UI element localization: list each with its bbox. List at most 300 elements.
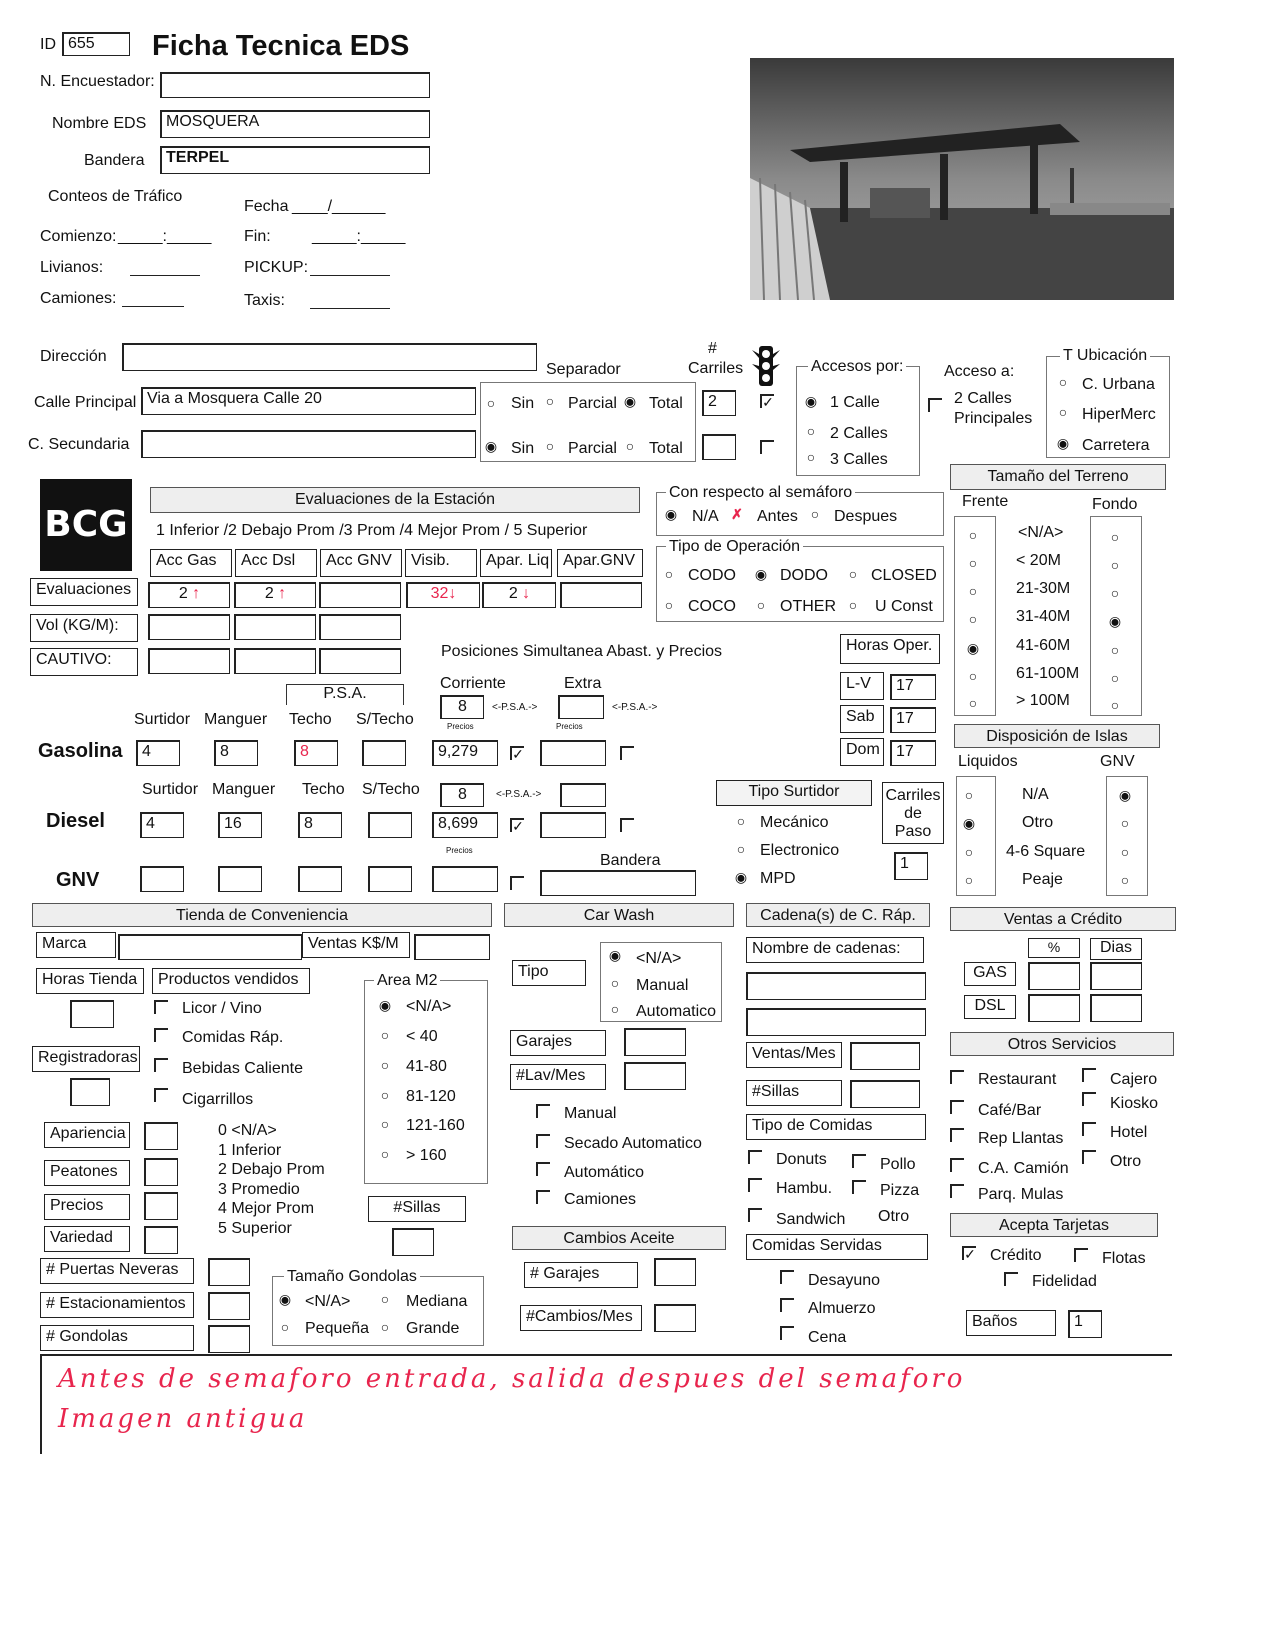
aceite-garajes-field[interactable]: [654, 1258, 696, 1286]
marca-field[interactable]: [118, 934, 302, 960]
lv-field[interactable]: 17: [890, 674, 936, 700]
marca-label: Marca: [36, 932, 116, 958]
credito-gas-pct-field[interactable]: [1028, 962, 1080, 990]
eval-acc-gas[interactable]: [148, 582, 230, 608]
pizza-checkbox[interactable]: [852, 1180, 866, 1194]
scale-item: 4 Mejor Prom: [218, 1200, 315, 1217]
precios-label: Precios: [44, 1194, 130, 1220]
ubic-carretera-label: Carretera: [1082, 437, 1150, 454]
scale-item: 0 <N/A>: [218, 1122, 277, 1139]
frente-radio[interactable]: ○: [968, 527, 978, 543]
sep-s-sin-radio[interactable]: ◉: [484, 438, 498, 454]
fidelidad-checkbox[interactable]: [1004, 1272, 1018, 1286]
ts-electronico-label: Electronico: [760, 842, 840, 859]
area-label: 81-120: [406, 1088, 456, 1105]
kiosko-checkbox[interactable]: [1082, 1092, 1096, 1106]
tienda-title: Tienda de Conveniencia: [32, 903, 492, 927]
dom-label: Dom: [840, 738, 884, 766]
dos-calles-checkbox[interactable]: [928, 398, 942, 412]
carriles-principal-field[interactable]: 2: [702, 390, 736, 416]
desayuno-checkbox[interactable]: [780, 1270, 794, 1284]
terreno-label: <N/A>: [1018, 524, 1064, 541]
peatones-label: Peatones: [44, 1160, 130, 1186]
hambu-checkbox[interactable]: [748, 1178, 762, 1192]
credito-gas-dias-field[interactable]: [1090, 962, 1142, 990]
islas-gnv-radio[interactable]: ○: [1120, 844, 1130, 860]
productos-label: Productos vendidos: [152, 968, 310, 994]
comienzo-blank: _____:_____: [118, 228, 212, 245]
carriles-paso-line-3: Paso: [894, 823, 932, 840]
gnv-label: GNV: [56, 869, 100, 891]
semaforo-principal-checkbox[interactable]: ✓: [760, 394, 774, 408]
cadena-sillas-field[interactable]: [850, 1080, 920, 1108]
islas-label: Otro: [1022, 814, 1054, 831]
estacionamientos-label: # Estacionamientos: [40, 1292, 194, 1318]
fin-label: Fin:: [244, 228, 271, 245]
restaurant-label: Restaurant: [978, 1071, 1057, 1088]
donuts-checkbox[interactable]: [748, 1150, 762, 1164]
c-secundaria-label: C. Secundaria: [28, 436, 130, 453]
eval-visib[interactable]: [406, 582, 480, 608]
prod-cigarrillos-checkbox[interactable]: [154, 1088, 168, 1102]
fondo-label: Fondo: [1092, 496, 1138, 513]
area-radio[interactable]: ○: [380, 1087, 390, 1103]
servicios-title: Otros Servicios: [950, 1032, 1174, 1056]
livianos-label: Livianos:: [40, 259, 104, 276]
islas-liq-radio[interactable]: ○: [964, 872, 974, 888]
fondo-radio[interactable]: ○: [1110, 670, 1120, 686]
ubic-urbana-radio[interactable]: ○: [1058, 374, 1068, 390]
credito-title: Ventas a Crédito: [950, 907, 1176, 931]
frente-radio[interactable]: ○: [968, 611, 978, 627]
dsl-precio-extra-field[interactable]: [540, 812, 606, 838]
gond-pequena-radio[interactable]: ○: [280, 1319, 290, 1335]
op-closed-label: CLOSED: [871, 567, 937, 584]
gas-stecho-header: S/Techo: [356, 711, 414, 728]
gas-surtidor-field[interactable]: 4: [136, 740, 180, 766]
tienda-sillas-field[interactable]: [392, 1228, 434, 1256]
row-cautivo: CAUTIVO:: [30, 648, 138, 676]
islas-label: Peaje: [1022, 871, 1063, 888]
sep-s-total-radio[interactable]: ○: [625, 438, 635, 454]
area-radio[interactable]: ○: [380, 1027, 390, 1043]
livianos-line[interactable]: [130, 275, 200, 276]
pizza-label: Pizza: [880, 1182, 920, 1199]
fondo-radio[interactable]: ○: [1110, 697, 1120, 713]
tarjeta-credito-checkbox[interactable]: ✓: [962, 1246, 976, 1260]
cadena-nombre-label: Nombre de cadenas:: [746, 937, 924, 963]
sep-p-total: Total: [649, 395, 683, 412]
area-radio[interactable]: ◉: [378, 997, 392, 1013]
comidas-servidas-label: Comidas Servidas: [746, 1234, 928, 1260]
col-visib: Visib.: [405, 549, 477, 577]
id-field[interactable]: 655: [62, 32, 130, 56]
cw-c1-checkbox[interactable]: [536, 1104, 550, 1118]
neveras-field[interactable]: [208, 1258, 250, 1286]
sandwich-checkbox[interactable]: [748, 1208, 762, 1222]
llantas-checkbox[interactable]: [950, 1128, 964, 1142]
pollo-checkbox[interactable]: [852, 1154, 866, 1168]
frente-radio[interactable]: ○: [968, 583, 978, 599]
cw-manual-radio[interactable]: ○: [610, 975, 620, 991]
nombre-eds-field[interactable]: MOSQUERA: [160, 110, 430, 138]
dsl-stecho-field[interactable]: [368, 812, 412, 838]
dsl-manguer-field[interactable]: 16: [218, 812, 262, 838]
gas-precio-corriente-field[interactable]: 9,279: [432, 740, 498, 766]
acc-2-label: 2 Calles: [830, 425, 888, 442]
id-label: ID: [40, 36, 56, 53]
gas-precio-checkbox[interactable]: ✓: [510, 746, 524, 760]
cadena-ventas-field[interactable]: [850, 1042, 920, 1070]
islas-title: Disposición de Islas: [954, 724, 1160, 748]
gond-mediana-radio[interactable]: ○: [380, 1291, 390, 1307]
ventas-ks-field[interactable]: [414, 934, 490, 960]
sem-na-label: N/A: [692, 508, 719, 525]
lv-label: L-V: [840, 672, 884, 700]
sem-despues-label: Despues: [834, 508, 898, 525]
nombre-eds-label: Nombre EDS: [52, 115, 147, 132]
cw-c4-label: Camiones: [564, 1191, 637, 1208]
islas-gnv-label: GNV: [1100, 753, 1135, 770]
flotas-label: Flotas: [1102, 1250, 1146, 1267]
semaforo-secundaria-checkbox[interactable]: [760, 440, 774, 454]
acc-1-radio[interactable]: ◉: [804, 393, 818, 409]
cena-checkbox[interactable]: [780, 1326, 794, 1340]
prod-cigarrillos-label: Cigarrillos: [182, 1091, 254, 1108]
fecha-label: Fecha: [244, 198, 289, 215]
carriles-paso-box: [882, 782, 944, 844]
eval-acc-dsl[interactable]: [234, 582, 316, 608]
gas-precio-extra-field[interactable]: [540, 740, 606, 766]
row-evaluaciones: Evaluaciones: [30, 578, 138, 606]
sep-s-total: Total: [649, 440, 683, 457]
extra-label: Extra: [564, 675, 602, 692]
camion-checkbox[interactable]: [950, 1158, 964, 1172]
almuerzo-checkbox[interactable]: [780, 1298, 794, 1312]
dsl-precio-field[interactable]: 8,699: [432, 812, 498, 838]
prod-licor-label: Licor / Vino: [182, 1000, 262, 1017]
carriles-paso-line-1: Carriles: [885, 787, 941, 804]
gnv-manguer-field[interactable]: [218, 866, 262, 892]
col-acc-gas: Acc Gas: [150, 549, 232, 577]
frente-radio[interactable]: ○: [968, 555, 978, 571]
down-arrow-icon: ↓: [448, 585, 457, 602]
fondo-radio[interactable]: ◉: [1108, 613, 1122, 629]
vol-acc-gas[interactable]: [148, 614, 230, 640]
cw-lav-field[interactable]: [624, 1062, 686, 1090]
cw-c2-checkbox[interactable]: [536, 1134, 550, 1148]
islas-liq-radio[interactable]: ○: [964, 787, 974, 803]
cadena-otro-label: Otro: [878, 1208, 910, 1225]
terreno-label: 61-100M: [1016, 665, 1080, 682]
gas-surtidor-header: Surtidor: [134, 711, 191, 728]
cautivo-acc-gnv[interactable]: [319, 648, 401, 674]
sep-s-parcial-radio[interactable]: ○: [545, 438, 555, 454]
tienda-sillas-label: #Sillas: [368, 1196, 466, 1222]
direccion-field[interactable]: [122, 343, 537, 371]
gas-extra-psa-field[interactable]: [558, 695, 604, 719]
area-label: <N/A>: [406, 998, 452, 1015]
hambu-label: Hambu.: [776, 1180, 833, 1197]
pickup-line[interactable]: [310, 275, 390, 276]
sab-label: Sab: [840, 705, 884, 733]
cafe-checkbox[interactable]: [950, 1100, 964, 1114]
ubic-carretera-radio[interactable]: ◉: [1056, 435, 1070, 451]
posiciones-title: Posiciones Simultanea Abast. y Precios: [441, 643, 723, 660]
taxis-line[interactable]: [310, 308, 390, 309]
servicios-otro-checkbox[interactable]: [1082, 1150, 1096, 1164]
fondo-radio[interactable]: ○: [1110, 585, 1120, 601]
calle-principal-field[interactable]: Via a Mosquera Calle 20: [141, 387, 476, 415]
islas-label: N/A: [1022, 786, 1049, 803]
dsl-techo-field[interactable]: 8: [298, 812, 342, 838]
area-radio[interactable]: ○: [380, 1116, 390, 1132]
fondo-radio[interactable]: ○: [1110, 642, 1120, 658]
cw-na-radio[interactable]: ◉: [608, 947, 622, 963]
registradoras-field[interactable]: [70, 1078, 110, 1106]
acc-3-radio[interactable]: ○: [806, 449, 816, 465]
variedad-field[interactable]: [144, 1226, 178, 1254]
taxis-label: Taxis:: [244, 292, 285, 309]
calle-principal-label: Calle Principal: [34, 394, 137, 411]
cadena-title: Cadena(s) de C. Ráp.: [746, 903, 930, 927]
bandera-field[interactable]: TERPEL: [160, 146, 430, 174]
mulas-label: Parq. Mulas: [978, 1186, 1064, 1203]
prod-licor-checkbox[interactable]: [154, 1000, 168, 1014]
restaurant-checkbox[interactable]: [950, 1070, 964, 1084]
diesel-label: Diesel: [46, 810, 105, 832]
c-secundaria-field[interactable]: [141, 430, 476, 458]
cena-label: Cena: [808, 1329, 847, 1346]
carriles-paso-field[interactable]: 1: [894, 852, 928, 880]
op-uconst-radio[interactable]: ○: [848, 597, 858, 613]
cajero-checkbox[interactable]: [1082, 1068, 1096, 1082]
scale-item: 5 Superior: [218, 1219, 292, 1237]
credito-dsl-label: DSL: [964, 995, 1016, 1019]
frente-label: Frente: [962, 493, 1009, 510]
cw-c2-label: Secado Automatico: [564, 1135, 702, 1152]
kiosko-label: Kiosko: [1110, 1095, 1159, 1112]
mulas-checkbox[interactable]: [950, 1184, 964, 1198]
gas-stecho-field[interactable]: [362, 740, 406, 766]
banos-label: Baños: [966, 1310, 1056, 1336]
fondo-radio[interactable]: ○: [1110, 557, 1120, 573]
ts-electronico-radio[interactable]: ○: [736, 841, 746, 857]
cafe-label: Café/Bar: [978, 1102, 1042, 1119]
peatones-field[interactable]: [144, 1158, 178, 1186]
station-photo: [750, 58, 1174, 300]
ts-mpd-radio[interactable]: ◉: [734, 869, 748, 885]
cw-auto-label: Automatico: [636, 1003, 717, 1020]
acc-2-radio[interactable]: ○: [806, 423, 816, 439]
op-coco-label: COCO: [688, 598, 736, 615]
cautivo-acc-gas[interactable]: [148, 648, 230, 674]
flotas-checkbox[interactable]: [1074, 1248, 1088, 1262]
sem-na-radio[interactable]: ◉: [664, 506, 678, 522]
up-arrow-icon: ↑: [187, 585, 201, 602]
op-coco-radio[interactable]: ○: [664, 597, 674, 613]
encuestador-field[interactable]: [160, 72, 430, 98]
op-dodo-radio[interactable]: ◉: [754, 566, 768, 582]
aceite-title: Cambios Aceite: [512, 1226, 726, 1250]
vol-acc-gnv[interactable]: [319, 614, 401, 640]
separador-label: Separador: [546, 361, 621, 378]
camion-label: C.A. Camión: [978, 1160, 1069, 1177]
dsl-extra-psa-field[interactable]: [560, 783, 606, 807]
gas-extra-checkbox[interactable]: [620, 746, 634, 760]
islas-gnv-radio[interactable]: ◉: [1118, 787, 1132, 803]
horas-tienda-field[interactable]: [70, 1000, 114, 1028]
area-radio[interactable]: ○: [380, 1057, 390, 1073]
accesos-title: Accesos por:: [808, 358, 906, 376]
sab-field[interactable]: 17: [890, 707, 936, 733]
eval-acc-gnv[interactable]: [319, 582, 401, 608]
dom-field[interactable]: 17: [890, 740, 936, 766]
cw-auto-radio[interactable]: ○: [610, 1001, 620, 1017]
op-other-radio[interactable]: ○: [756, 597, 766, 613]
eval-acc-gas-value: 2: [178, 585, 188, 602]
banos-field[interactable]: 1: [1068, 1310, 1102, 1338]
fecha-blank: ____/______: [292, 198, 386, 215]
credito-pct-header: %: [1028, 938, 1080, 958]
desayuno-label: Desayuno: [808, 1272, 881, 1289]
ubic-urbana-label: C. Urbana: [1082, 376, 1155, 393]
frente-radio[interactable]: ○: [968, 668, 978, 684]
gond-grande-radio[interactable]: ○: [380, 1319, 390, 1335]
cw-tipo-label: Tipo: [512, 960, 586, 986]
sep-p-sin: Sin: [511, 395, 535, 412]
tam-gondolas-title: Tamaño Gondolas: [284, 1268, 420, 1286]
ts-mecanico-label: Mecánico: [760, 814, 829, 831]
gas-techo-header: Techo: [289, 711, 332, 728]
eval-apar-liq[interactable]: [482, 582, 556, 608]
dsl-precios-label: Precios: [446, 846, 473, 855]
ubic-hiper-radio[interactable]: ○: [1058, 404, 1068, 420]
ubicacion-title: T Ubicación: [1060, 347, 1150, 365]
gas-techo-field[interactable]: 8: [294, 740, 338, 766]
tipo-comidas-label: Tipo de Comidas: [746, 1114, 926, 1140]
frente-radio[interactable]: ◉: [966, 640, 980, 656]
page-title: Ficha Tecnica EDS: [152, 30, 410, 62]
col-apar-liq: Apar. Liq: [480, 549, 552, 577]
prod-comidas-checkbox[interactable]: [154, 1028, 168, 1042]
gondolas-field[interactable]: [208, 1325, 250, 1353]
dos-calles-label-2: Principales: [954, 410, 1033, 427]
area-label: 41-80: [406, 1058, 447, 1075]
up-arrow-icon: ↑: [273, 585, 287, 602]
fondo-radio[interactable]: ○: [1110, 529, 1120, 545]
almuerzo-label: Almuerzo: [808, 1300, 876, 1317]
cw-garajes-label: Garajes: [510, 1030, 606, 1056]
tarjeta-credito-label: Crédito: [990, 1247, 1042, 1264]
frente-radio[interactable]: ○: [968, 695, 978, 711]
cw-garajes-field[interactable]: [624, 1028, 686, 1056]
terreno-label: < 20M: [1016, 552, 1061, 569]
hotel-checkbox[interactable]: [1082, 1122, 1096, 1136]
neveras-label: # Puertas Neveras: [40, 1258, 194, 1284]
op-closed-radio[interactable]: ○: [848, 566, 858, 582]
gnv-checkbox[interactable]: [510, 876, 524, 890]
sep-p-parcial: Parcial: [568, 395, 617, 412]
aceite-cambios-field[interactable]: [654, 1304, 696, 1332]
sem-despues-radio[interactable]: ○: [810, 506, 820, 522]
gond-grande-label: Grande: [406, 1320, 460, 1337]
estacionamientos-field[interactable]: [208, 1292, 250, 1320]
carriles-secundaria-field[interactable]: [702, 434, 736, 460]
eval-apar-liq-value: 2: [508, 585, 518, 602]
gas-manguer-field[interactable]: 8: [214, 740, 258, 766]
donuts-label: Donuts: [776, 1151, 827, 1168]
dsl-precio-checkbox[interactable]: ✓: [510, 818, 524, 832]
op-uconst-label: U Const: [875, 598, 933, 615]
gnv-bandera-field[interactable]: [540, 870, 696, 896]
sep-p-sin-radio[interactable]: ○: [486, 395, 496, 411]
vol-acc-dsl[interactable]: [234, 614, 316, 640]
area-radio[interactable]: ○: [380, 1146, 390, 1162]
prod-bebidas-checkbox[interactable]: [154, 1058, 168, 1072]
servicios-otro-label: Otro: [1110, 1153, 1142, 1170]
islas-liq-radio[interactable]: ◉: [962, 815, 976, 831]
dsl-surtidor-field[interactable]: 4: [140, 812, 184, 838]
terreno-title: Tamaño del Terreno: [950, 464, 1166, 490]
camiones-line[interactable]: [122, 306, 184, 307]
islas-gnv-radio[interactable]: ○: [1120, 872, 1130, 888]
ts-mecanico-radio[interactable]: ○: [736, 813, 746, 829]
bandera-label: Bandera: [84, 152, 145, 169]
fidelidad-label: Fidelidad: [1032, 1273, 1097, 1290]
dsl-manguer-header: Manguer: [212, 781, 276, 798]
col-acc-dsl: Acc Dsl: [235, 549, 317, 577]
cajero-label: Cajero: [1110, 1071, 1158, 1088]
scale-item: 3 Promedio: [218, 1180, 300, 1198]
cautivo-acc-dsl[interactable]: [234, 648, 316, 674]
credito-dsl-dias-field[interactable]: [1090, 994, 1142, 1022]
comienzo-label: Comienzo:: [40, 228, 117, 245]
cw-c3-label: Automático: [564, 1164, 645, 1181]
gond-na-radio[interactable]: ◉: [278, 1291, 292, 1307]
apariencia-field[interactable]: [144, 1122, 178, 1150]
gnv-stecho-field[interactable]: [368, 866, 412, 892]
gasolina-label: Gasolina: [38, 740, 123, 762]
op-codo-radio[interactable]: ○: [664, 566, 674, 582]
eval-visib-value: 32: [430, 585, 449, 602]
cadena-nombre-field-1[interactable]: [746, 972, 926, 1000]
dsl-psa-field[interactable]: 8: [440, 783, 484, 807]
carriles-paso-line-2: de: [904, 805, 922, 822]
islas-gnv-radio[interactable]: ○: [1120, 815, 1130, 831]
sep-p-total-radio[interactable]: ◉: [623, 393, 637, 409]
aceite-cambios-label: #Cambios/Mes: [520, 1305, 642, 1331]
area-title: Area M2: [374, 972, 440, 990]
credito-dsl-pct-field[interactable]: [1028, 994, 1080, 1022]
dsl-psa-arrow: <-P.S.A.->: [496, 789, 542, 800]
cadena-nombre-field-2[interactable]: [746, 1008, 926, 1036]
sep-p-parcial-radio[interactable]: ○: [545, 393, 555, 409]
eval-apar-gnv[interactable]: [560, 582, 642, 608]
gas-corriente-psa-field[interactable]: 8: [440, 695, 484, 719]
islas-liq-radio[interactable]: ○: [964, 844, 974, 860]
sem-antes-radio[interactable]: ✗: [731, 506, 743, 522]
precios-field[interactable]: [144, 1192, 178, 1220]
ts-mpd-label: MPD: [760, 870, 796, 887]
gnv-surtidor-field[interactable]: [140, 866, 184, 892]
gnv-techo-field[interactable]: [298, 866, 342, 892]
gnv-precio-field[interactable]: [432, 866, 498, 892]
dsl-extra-checkbox[interactable]: [620, 818, 634, 832]
cw-c4-checkbox[interactable]: [536, 1190, 550, 1204]
cw-c3-checkbox[interactable]: [536, 1162, 550, 1176]
encuestador-label: N. Encuestador:: [40, 73, 155, 90]
